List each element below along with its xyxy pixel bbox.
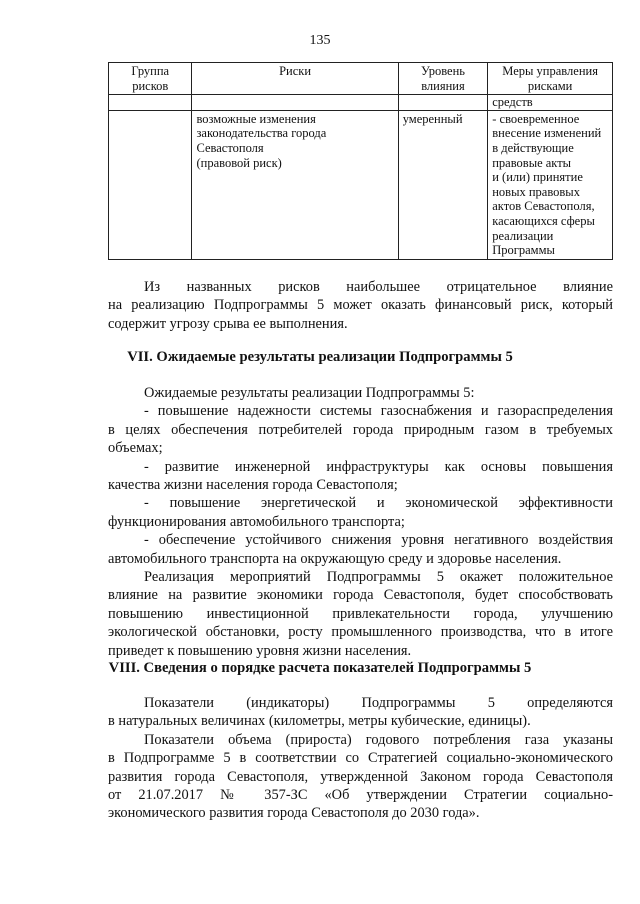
- header-management-measures: Меры управления рисками: [488, 63, 613, 95]
- list-item: - повышение энергетической и экономической эффективности функционирования автомобильного транспорта;: [108, 495, 613, 530]
- cell-impact-level: умеренный: [398, 110, 488, 259]
- list-item: - обеспечение устойчивого снижения уровня негативного воздействия автомобильного транспорта на окружающую среду и здоровье населения.: [108, 532, 613, 567]
- header-risk-group: Группа рисков: [109, 63, 192, 95]
- paragraph-risk-summary: Из названных рисков наибольшее отрицательное влияние на реализацию Подпрограммы 5 может оказать финансовый риск, который содержит угрозу срыва ее выполнения.: [108, 279, 613, 332]
- list-item: - повышение надежности системы газоснабжения и газораспределения в целях обеспечения потребителей города природным газом в требуемых объемах;: [108, 403, 613, 457]
- header-risks: Риски: [192, 63, 398, 95]
- page-number: 135: [309, 33, 331, 48]
- section-8-paragraph-2: Показатели объема (прироста) годового потребления газа указаны в Подпрограмме 5 в соответствии со Стратегией социально-экономического развития города Севастополя, утвержденной Законом города Севастополя от 21.07.2017 № 357-ЗС «Об утверждении Стратегии социально- экономического развития города Севастополя до 2030 года».: [108, 731, 613, 822]
- cell-risk: возможные изменения законодательства города Севастополя (правовой риск): [192, 110, 398, 259]
- table-row: [109, 110, 613, 259]
- section-7-intro: Ожидаемые результаты реализации Подпрограммы 5:: [144, 385, 475, 401]
- section-7-heading: VII. Ожидаемые результаты реализации Подпрограммы 5: [127, 349, 513, 365]
- cell-risk-group: [109, 110, 192, 259]
- section-8-heading: VIII. Сведения о порядке расчета показателей Подпрограммы 5: [108, 660, 532, 676]
- section-7-closing: Реализация мероприятий Подпрограммы 5 окажет положительное влияние на развитие экономики города Севастополя, будет способствовать повышению инвестиционной привлекательности города, улучшению экологической обстановки, росту промышленного производства, что в итоге приведет к повышению уровня жизни населения.: [108, 569, 613, 659]
- section-8-body: [108, 694, 613, 823]
- section-7-body: [108, 384, 613, 660]
- continuation-text: средств: [488, 95, 613, 111]
- header-impact-level: Уровень влияния: [398, 63, 488, 95]
- table-header-row: [109, 63, 613, 95]
- section-8-paragraph-1: Показатели (индикаторы) Подпрограммы 5 определяются в натуральных величинах (километры, метры кубические, единицы).: [108, 695, 613, 730]
- cell-measures: - своевременное внесение изменений в действующие правовые акты и (или) принятие новых правовых актов Севастополя, касающихся сферы реализации Программы: [488, 110, 613, 259]
- list-item: - развитие инженерной инфраструктуры как основы повышения качества жизни населения города Севастополя;: [108, 458, 613, 494]
- table-continuation-row: [109, 95, 613, 111]
- risks-table: [108, 62, 613, 260]
